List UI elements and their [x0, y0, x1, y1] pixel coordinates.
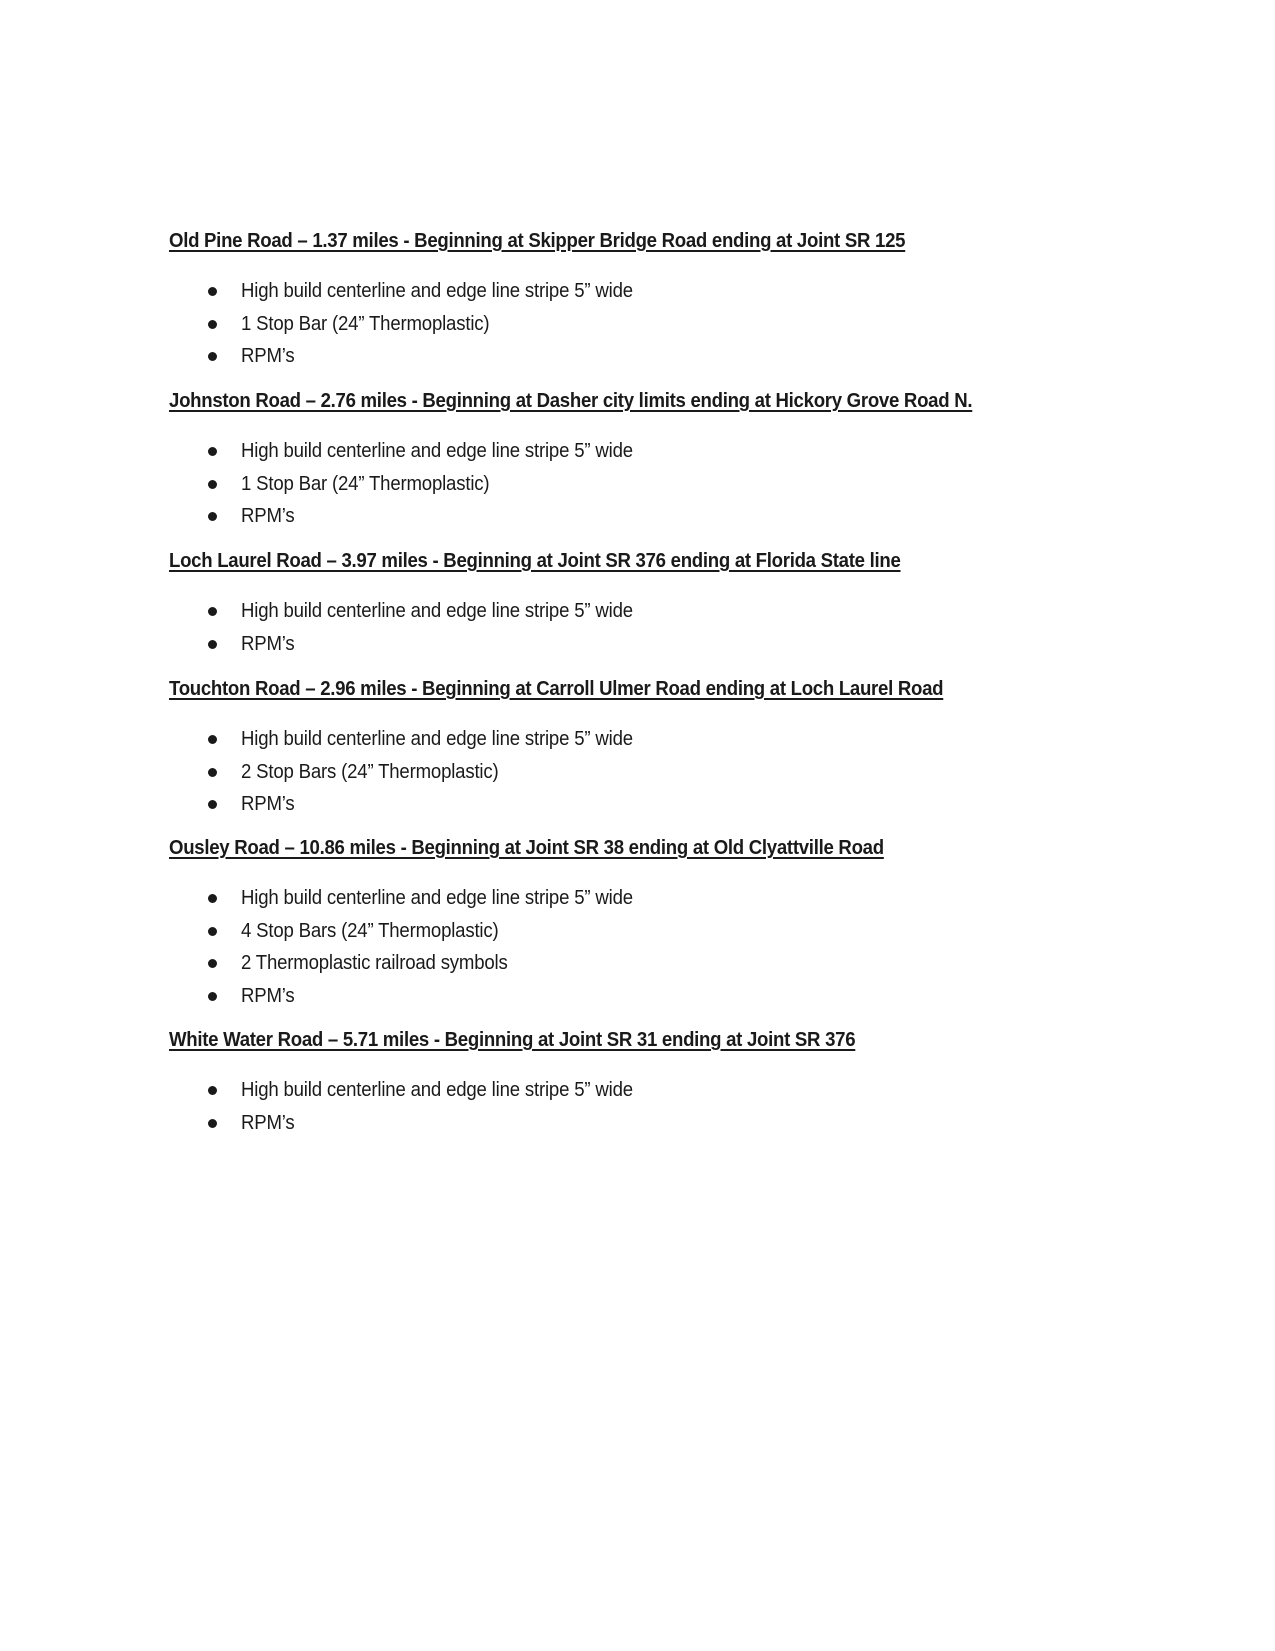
road-heading: Touchton Road – 2.96 miles - Beginning at Carroll Ulmer Road ending at Loch Laurel Road: [169, 678, 944, 700]
bullet-icon: [208, 959, 217, 968]
bullet-icon: [208, 480, 217, 489]
bullet-icon: [208, 1119, 217, 1128]
road-heading: Ousley Road – 10.86 miles - Beginning at Joint SR 38 ending at Old Clyattville Road: [169, 837, 884, 859]
bullet-icon: [208, 992, 217, 1001]
list-item: High build centerline and edge line stripe 5” wide: [169, 882, 938, 915]
road-items-list: [169, 275, 961, 373]
list-item: RPM’s: [169, 500, 1033, 533]
bullet-icon: [208, 607, 217, 616]
list-item: High build centerline and edge line stripe 5” wide: [169, 595, 956, 628]
road-items-list: [169, 595, 956, 660]
bullet-icon: [208, 768, 217, 777]
road-heading: Old Pine Road – 1.37 miles - Beginning at Skipper Bridge Road ending at Joint SR 125: [169, 230, 906, 252]
bullet-icon: [208, 640, 217, 649]
road-items-list: [169, 723, 1002, 821]
road-section-johnston: [169, 389, 1033, 533]
list-item: High build centerline and edge line stripe 5” wide: [169, 1074, 907, 1107]
road-items-list: [169, 435, 1033, 533]
bullet-icon: [208, 320, 217, 329]
bullet-icon: [208, 512, 217, 521]
bullet-icon: [208, 735, 217, 744]
bullet-icon: [208, 800, 217, 809]
list-item: 2 Thermoplastic railroad symbols: [169, 947, 938, 980]
list-item: RPM’s: [169, 628, 956, 661]
road-section-white-water: [169, 1028, 907, 1139]
road-section-ousley: [169, 836, 938, 1012]
road-heading: Johnston Road – 2.76 miles - Beginning at Dasher city limits ending at Hickory Grove Road N.: [169, 390, 973, 412]
bullet-icon: [208, 447, 217, 456]
list-item: RPM’s: [169, 1107, 907, 1140]
bullet-icon: [208, 894, 217, 903]
road-section-old-pine: [169, 229, 961, 373]
list-item: RPM’s: [169, 980, 938, 1013]
list-item: RPM’s: [169, 788, 1002, 821]
list-item: 2 Stop Bars (24” Thermoplastic): [169, 756, 1002, 789]
list-item: High build centerline and edge line stripe 5” wide: [169, 723, 1002, 756]
bullet-icon: [208, 352, 217, 361]
bullet-icon: [208, 287, 217, 296]
bullet-icon: [208, 1086, 217, 1095]
list-item: RPM’s: [169, 340, 961, 373]
road-items-list: [169, 882, 938, 1012]
road-heading: White Water Road – 5.71 miles - Beginning at Joint SR 31 ending at Joint SR 376: [169, 1029, 856, 1051]
road-heading: Loch Laurel Road – 3.97 miles - Beginning at Joint SR 376 ending at Florida State line: [169, 550, 901, 572]
list-item: 1 Stop Bar (24” Thermoplastic): [169, 468, 1033, 501]
road-section-touchton: [169, 677, 1002, 821]
road-items-list: [169, 1074, 907, 1139]
list-item: 4 Stop Bars (24” Thermoplastic): [169, 915, 938, 948]
list-item: 1 Stop Bar (24” Thermoplastic): [169, 308, 961, 341]
road-section-loch-laurel: [169, 549, 956, 660]
bullet-icon: [208, 927, 217, 936]
list-item: High build centerline and edge line stripe 5” wide: [169, 435, 1033, 468]
list-item: High build centerline and edge line stripe 5” wide: [169, 275, 961, 308]
